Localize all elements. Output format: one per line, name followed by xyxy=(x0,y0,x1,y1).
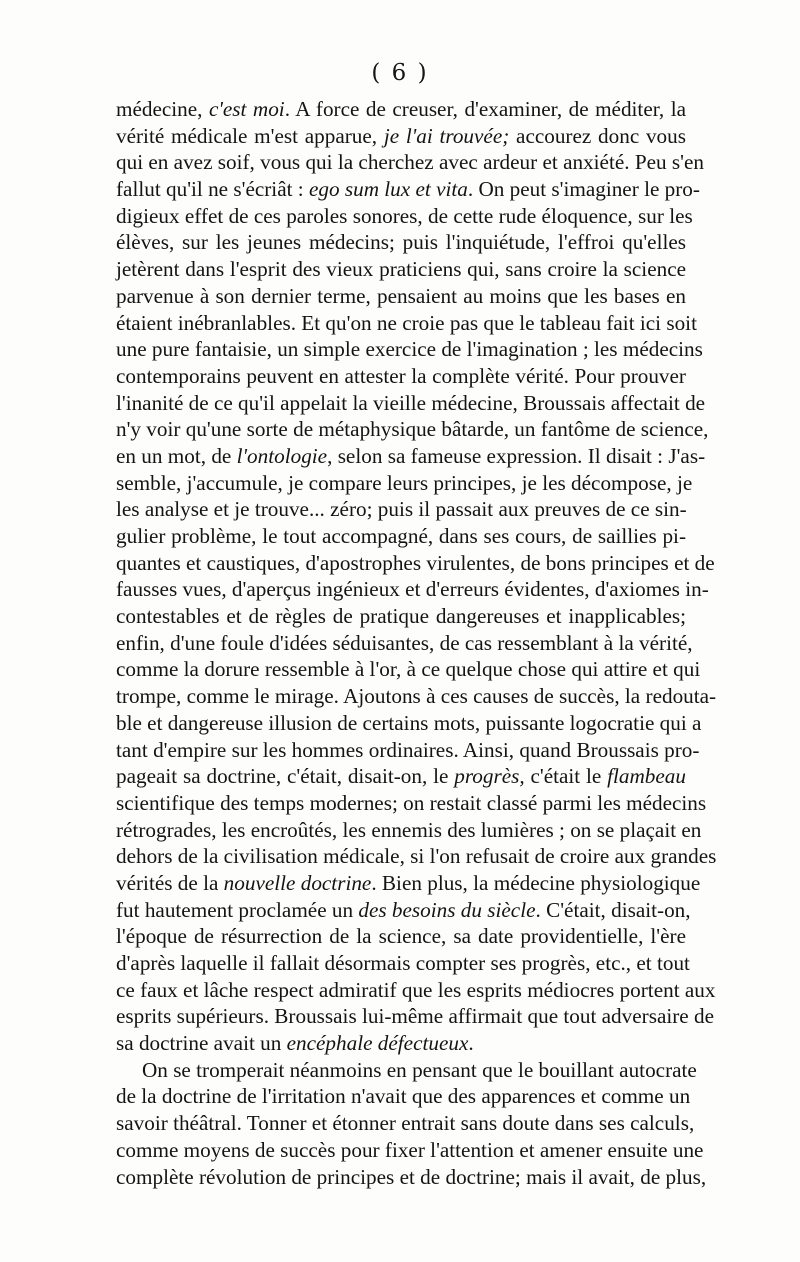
text-segment: . xyxy=(468,1031,474,1056)
text-segment: . Bien plus, la médecine physiologique xyxy=(371,870,701,895)
text-segment: de la doctrine de l'irritation n'avait que des apparences et comme un xyxy=(116,1084,691,1109)
text-segment: sa doctrine avait un xyxy=(116,1031,287,1056)
text-segment: vérités de la xyxy=(116,870,224,895)
text-segment: fut hautement proclamée un xyxy=(116,897,359,922)
text-line xyxy=(116,496,686,523)
text-segment: comme moyens de succès pour fixer l'attention et amener ensuite une xyxy=(116,1137,704,1162)
text-line xyxy=(116,1137,704,1164)
text-line xyxy=(116,1030,686,1057)
text-segment: . A force de creuser, d'examiner, de méditer, la xyxy=(284,97,686,121)
text-line xyxy=(116,336,703,363)
text-segment: pageait sa doctrine, c'était, disait-on, le xyxy=(116,764,455,789)
text-segment: parvenue à son dernier terme, pensaient au moins que les bases en xyxy=(116,283,686,308)
text-line xyxy=(116,977,716,1004)
text-segment: en un mot, de xyxy=(116,443,237,468)
text-line xyxy=(116,1083,691,1110)
text-line xyxy=(116,843,717,870)
italic-text: ego sum lux et vita xyxy=(308,177,468,202)
text-line xyxy=(116,683,717,710)
text-line xyxy=(116,176,700,203)
text-line xyxy=(116,550,715,577)
text-segment: jetèrent dans l'esprit des vieux praticiens qui, sans croire la science xyxy=(116,257,686,282)
text-line xyxy=(116,1057,697,1084)
text-line xyxy=(116,416,709,443)
text-segment: ce faux et lâche respect admiratif que les esprits médiocres portent aux xyxy=(116,977,716,1002)
text-segment: tant d'empire sur les hommes ordinaires. Ainsi, quand Broussais pro- xyxy=(116,737,700,762)
text-line xyxy=(116,950,690,977)
text-line xyxy=(116,817,702,844)
text-segment: l'inanité de ce qu'il appelait la vieille médecine, Broussais affectait de xyxy=(116,390,706,415)
italic-text: c'est moi xyxy=(208,97,285,121)
text-segment: semble, j'accumule, je compare leurs principes, je les décompose, je xyxy=(116,470,693,495)
text-segment: fausses vues, d'aperçus ingénieux et d'erreurs évidentes, d'axiomes in- xyxy=(116,577,709,602)
text-line xyxy=(116,390,706,417)
text-line xyxy=(116,149,704,176)
text-line xyxy=(116,603,686,630)
text-segment: digieux effet de ces paroles sonores, de cette rude éloquence, sur les xyxy=(116,203,693,228)
text-segment: contestables et de règles de pratique dangereuses et inapplicables; xyxy=(116,604,686,629)
text-segment: étaient inébranlables. Et qu'on ne croie pas que le tableau fait ici soit xyxy=(116,310,697,335)
text-line xyxy=(116,283,686,310)
text-segment: esprits supérieurs. Broussais lui-même affirmait que tout adversaire de xyxy=(116,1004,714,1029)
text-line xyxy=(116,363,686,390)
italic-text: des besoins du siècle xyxy=(358,897,536,922)
text-segment: rétrogrades, les encroûtés, les ennemis des lumières ; on se plaçait en xyxy=(116,817,702,842)
text-line xyxy=(116,897,691,924)
text-segment: savoir théâtral. Tonner et étonner entrait sans doute dans ses calculs, xyxy=(116,1111,695,1136)
italic-text: je l'ai trouvée; xyxy=(383,123,510,148)
text-segment: trompe, comme le mirage. Ajoutons à ces causes de succès, la redouta- xyxy=(116,684,717,709)
text-segment: vérité médicale m'est apparue, xyxy=(116,123,384,148)
text-line xyxy=(116,790,707,817)
text-line xyxy=(116,310,697,337)
text-segment: les analyse et je trouve... zéro; puis il passait aux preuves de ce sin- xyxy=(116,497,687,522)
text-line xyxy=(116,656,701,683)
text-segment: complète révolution de principes et de doctrine; mais il avait, de plus, xyxy=(116,1164,707,1189)
italic-text: encéphale défectueux xyxy=(286,1031,469,1056)
text-segment: une pure fantaisie, un simple exercice de l'imagination ; les médecins xyxy=(116,337,703,362)
text-segment: dehors de la civilisation médicale, si l'on refusait de croire aux grandes xyxy=(116,844,717,869)
text-line xyxy=(116,470,693,497)
text-line xyxy=(116,630,693,657)
text-segment: qui en avez soif, vous qui la cherchez avec ardeur et anxiété. Peu s'en xyxy=(116,150,704,175)
text-line xyxy=(116,443,706,470)
text-line xyxy=(116,1164,707,1191)
text-segment: ble et dangereuse illusion de certains mots, puissante logocratie qui a xyxy=(116,710,702,735)
text-line xyxy=(116,710,702,737)
text-segment: accourez donc vous xyxy=(509,123,686,148)
text-segment: . C'était, disait-on, xyxy=(535,897,691,922)
italic-text: progrès, xyxy=(454,764,525,789)
text-line xyxy=(116,923,686,950)
text-segment: scientifique des temps modernes; on restait classé parmi les médecins xyxy=(116,790,707,815)
text-line xyxy=(116,229,686,256)
text-line xyxy=(116,576,709,603)
text-segment: comme la dorure ressemble à l'or, à ce quelque chose qui attire et qui xyxy=(116,657,701,682)
text-segment: quantes et caustiques, d'apostrophes virulentes, de bons principes et de xyxy=(116,550,715,575)
italic-text: nouvelle doctrine xyxy=(223,870,372,895)
text-line xyxy=(116,96,686,123)
italic-text: l'ontologie xyxy=(236,443,328,468)
text-segment: médecine, xyxy=(116,97,209,121)
text-line xyxy=(116,203,693,230)
text-line xyxy=(116,1003,714,1030)
text-segment: gulier problème, le tout accompagné, dans ses cours, de saillies pi- xyxy=(116,524,686,548)
text-line xyxy=(116,256,686,283)
text-segment: c'était le xyxy=(524,764,608,789)
text-segment: On se tromperait néanmoins en pensant que le bouillant autocrate xyxy=(142,1057,697,1082)
text-segment: . On peut s'imaginer le pro- xyxy=(467,177,700,202)
text-segment: enfin, d'une foule d'idées séduisantes, de cas ressemblant à la vérité, xyxy=(116,630,693,655)
text-line xyxy=(116,737,700,764)
text-segment: l'époque de résurrection de la science, sa date providentielle, l'ère xyxy=(116,924,686,949)
text-segment: n'y voir qu'une sorte de métaphysique bâtarde, un fantôme de science, xyxy=(116,417,709,442)
text-segment: élèves, sur les jeunes médecins; puis l'inquiétude, l'effroi qu'elles xyxy=(116,230,686,255)
text-line xyxy=(116,123,686,150)
text-line xyxy=(116,523,686,550)
text-segment: d'après laquelle il fallait désormais compter ses progrès, etc., et tout xyxy=(116,951,690,975)
text-line xyxy=(116,763,686,790)
text-segment: fallut qu'il ne s'écriât : xyxy=(116,177,309,202)
text-segment: , selon sa fameuse expression. Il disait : J'as- xyxy=(327,443,706,468)
text-line xyxy=(116,870,701,897)
text-line xyxy=(116,1110,695,1137)
page-number: ( 6 ) xyxy=(371,60,429,86)
italic-text: flambeau xyxy=(607,764,686,789)
body-text xyxy=(116,96,717,1190)
text-segment: contemporains peuvent en attester la complète vérité. Pour prouver xyxy=(116,363,686,388)
